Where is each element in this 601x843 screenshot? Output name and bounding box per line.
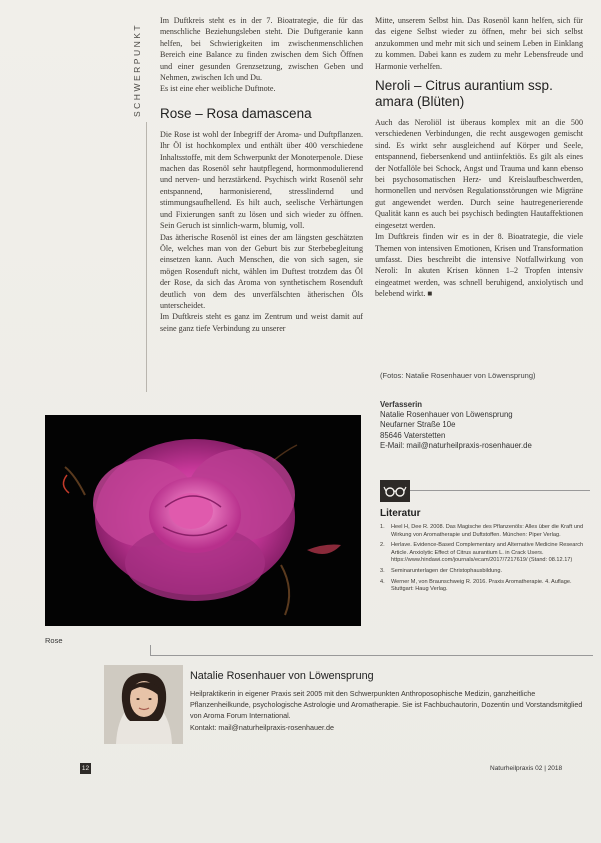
literatur-item: 1. Heel H, Dee R. 2008. Das Magische des Pflanzenöls: Alles über die Kraft und Wirkung von Aromatherapie und Duftstoffen. München: Piper Verlag. (380, 524, 584, 538)
intro-paragraph-2: Es ist eine eher weibliche Duftnote. (160, 84, 276, 94)
column-divider (146, 122, 147, 392)
literatur-item: 3. Seminarunterlagen der Christophausbildung. (380, 567, 503, 574)
literatur-title: Literatur (380, 508, 421, 519)
bio-name: Natalie Rosenhauer von Löwensprung (190, 670, 374, 682)
article-column-right (375, 15, 583, 300)
divider-line (380, 490, 590, 491)
rose-paragraph-3: Im Duftkreis steht es ganz im Zentrum und weist damit auf seine ganz tiefe Verbindung zu unserer (160, 312, 363, 333)
rose-paragraph-1: Die Rose ist wohl der Inbegriff der Aroma- und Duftpflanzen. Ihr Öl ist hochkomplex und enthält über 400 verschiedene Inhaltsstoffe, mit dem Schwerpunkt der Monoterpenole. Diese machen das Rosenöl sehr hautpflegend, hormonmodulierend und nerven- und herzstärkend. Psychisch wirkt Rosenöl sehr entspannend, harmonisierend, stresslindernd und stimmungsaufhellend. Es hilt auch, seelische Verhärtungen und Fixierungen sanft zu lösen und sich wieder zu öffnen. Sein Geruch ist sinnlich-warm, blumig, voll. (160, 129, 363, 231)
rose-paragraph-2: Das ätherische Rosenöl ist eines der am längsten geschätzten Öle, welches man von der Geburt bis zur Sterbebegleitung einsetzen kann. Auch Menschen, die von sich sagen, sie mögen Rosenduft nicht, wählen im Duftest trotzdem das Öl der Rose, da sich das Aroma von synthetischem Rosenduft deutlich von dem des unverfälschten ätherischen Öls unterscheidet. (160, 232, 363, 310)
author-avatar (104, 665, 183, 744)
literatur-list (380, 524, 592, 597)
section-tag: SCHWERPUNKT (132, 22, 142, 118)
neroli-paragraph-1: Auch das Neroliöl ist überaus komplex mit an die 500 verschiedenen Verbindungen, die recht ausgewogen gemischt sind. Es wirkt sehr ausgleichend auf Körper und Seele, entspannend, fiebersenkend und antiinfektiös. Es gilt als eines der Notfallöle bei Schock, Angst und Trauma und kann ebenso bei psychosomatischen Herz- und Kreislaufbeschwerden, hormonellen und nervösen Regulationsstörungen wie Migräne gut angewendet werden. Durch seine hautregenerierende Qualität kann es auch bei psychisch bedingten Hautaffektionen eingesetzt werden. (375, 118, 583, 230)
page-number: 12 (81, 765, 90, 772)
author-name: Natalie Rosenhauer von Löwensprung (380, 410, 513, 420)
bio-divider (150, 655, 593, 656)
bio-contact: Kontakt: mail@naturheilpraxis-rosenhauer.de (190, 722, 334, 732)
neroli-heading: Neroli – Citrus aurantium ssp. amara (Blüten) (375, 78, 553, 110)
rose-heading: Rose – Rosa damascena (160, 105, 312, 121)
author-email: E-Mail: mail@naturheilpraxis-rosenhauer.de (380, 440, 532, 450)
literatur-item: 2. Herlave. Evidence-Based Complementary and Alternative Medicine Research Article. Anxiolytic Effect of Citrus aurantium L. in Crack Users. https://www.hindawi.com/journals/ecam/2017/7217619/ (Stand: 08.12.17) (380, 542, 584, 564)
photo-credit: (Fotos: Natalie Rosenhauer von Löwensprung) (380, 371, 536, 380)
literatur-divider (380, 478, 590, 504)
continued-paragraph: Mitte, unserem Selbst hin. Das Rosenöl kann helfen, sich für das eigene Selbst wieder zu öffnen, mehr bei sich selbst anzukommen und mehr mit sich und seinem Leben in Einklang zu kommen. Dabei kann es zudem zu mehr Lebensfreude und Harmonie verhelfen. (375, 16, 583, 71)
rose-photo (45, 415, 361, 626)
author-label: Verfasserin (380, 400, 423, 409)
neroli-paragraph-2: Im Duftkreis finden wir es in der 8. Bioatrategie, die viele Themen von intensiven Emotionen, Krisen und Transformation umfasst. Dies beschreibt die intensive Notfallwirkung von Neroli: In akuten Krisen können 1–2 Tropfen intensiv eingeatmet werden, was schnell beruhigend, anxiolytisch und belebend wirkt. ■ (375, 232, 583, 299)
author-city: 85646 Vaterstetten (380, 430, 446, 440)
author-street: Neufarner Straße 10e (380, 420, 456, 430)
bio-divider-vertical (150, 645, 151, 655)
glasses-icon (380, 480, 410, 502)
journal-issue: Naturheilpraxis 02 | 2018 (490, 765, 563, 772)
article-column-left (160, 15, 363, 334)
bio-text (190, 688, 594, 733)
photo-caption: Rose (45, 636, 63, 645)
literatur-item: 4. Werner M, von Braunschweig R. 2016. Praxis Aromatherapie. 4. Auflage. Stuttgart: Haug Verlag. (380, 578, 572, 593)
author-block (380, 400, 590, 451)
bio-description: Heilpraktikerin in eigener Praxis seit 2005 mit den Schwerpunkten Anthroposophische Medizin, ganzheitliche Pflanzenheilkunde, psychologische Astrologie und Aromatherapie. Sie ist Fachbuchautorin, Dozentin und Vorstandsmitglied von Aroma Forum International. (190, 689, 583, 721)
intro-paragraph: Im Duftkreis steht es in der 7. Bioatrategie, die für das menschliche Beziehungsleben steht. Die Duftgeranie kann helfen, bei Schwierigkeiten im zwischenmenschlichen Bereich eine Balance zu finden zwischen dem Sich Öffnen und einer gesunden Grenzsetzung, zwischen Geben und Nehmen, zwischen Ich und Du. (160, 16, 363, 83)
